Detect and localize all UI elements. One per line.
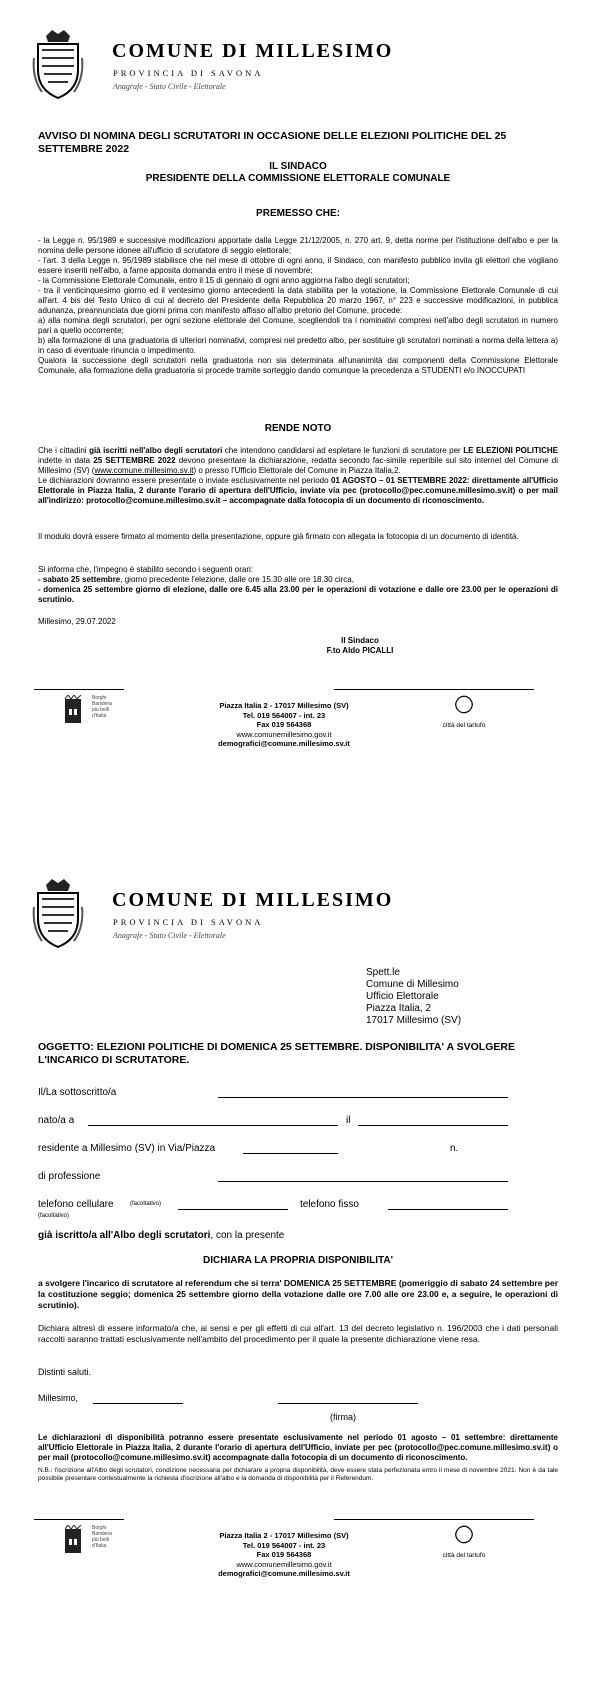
logo-text-line: Bandiera (92, 1531, 113, 1537)
footer (34, 1515, 564, 1587)
rende-text: indette in data (38, 456, 94, 465)
logo-text-line: d'Italia (92, 713, 107, 719)
rende-text: Le dichiarazioni dovranno essere presentate o inviate esclusivamente nel periodo (38, 476, 331, 485)
recipient-address (366, 967, 566, 1027)
field-label: il (346, 1115, 351, 1126)
saluti: Distinti saluti. (38, 1367, 92, 1377)
logo-text-line: più belli (92, 707, 109, 713)
field-row-residence (38, 1143, 558, 1157)
premesso-line: - tra il venticinquesimo giorno ed il ventesimo giorno antecedenti la data stabilita per la votazione, la Commissione Elettorale Comunale di cui all'art. 4 bis del Testo Unico di cui al decreto del Presidente della Repubblica 20 marzo 1967, n° 223 e successive modificazioni, in pubblica adunanza, preannunciata due giorni prima con manifesto affisso all'albo pretorio del Comune, procede: (38, 286, 558, 315)
mayor-signature (300, 636, 420, 656)
rende-period (38, 476, 558, 506)
rende-text: devono presentare la dichiarazione, redatta secondo fac-simile reperibile sul sito internet del Comune di Millesimo (SV) ( (38, 456, 559, 475)
page-1 (0, 0, 595, 840)
footer-logo-text (92, 1525, 112, 1549)
premesso-line: Qualora la successione degli scrutatori nella graduatoria non sia determinata all'unanimità dai componenti della Commissione Elettorale Comunale, alla formazione della graduatoria si procede tramite sorteggio dando comunque la precedenza a STUDENTI e/o INOCCUPATI (38, 356, 558, 375)
header-title: COMUNE DI MILLESIMO (112, 40, 394, 62)
dichiara-heading: DICHIARA LA PROPRIA DISPONIBILITA' (203, 1255, 393, 1266)
letterhead (32, 877, 572, 957)
mobile-field[interactable] (178, 1199, 288, 1210)
rende-noto-heading: RENDE NOTO (264, 423, 332, 434)
crest-icon (32, 28, 84, 102)
footer-fax: Fax 019 564368 (256, 1550, 312, 1559)
impegno-day: - domenica 25 settembre (38, 585, 134, 594)
footer-divider (334, 1519, 534, 1520)
premesso-line: - la Legge n. 95/1989 e successive modificazioni apportate dalla Legge 21/12/2005, n. 270 art. 9, detta norme per l'istituzione dell'albo e per la nomina delle persone idonee all'ufficio di scrutatore di seggio elettorale; (38, 236, 558, 255)
rende-text: LE ELEZIONI POLITICHE (463, 446, 559, 455)
field-label: telefono cellulare (38, 1199, 114, 1210)
impegno-paragraph (38, 565, 558, 605)
crest-icon (32, 877, 84, 951)
field-row-name (38, 1087, 558, 1101)
rende-text: 25 SETTEMBRE 2022 (93, 456, 176, 465)
city-label: città del tartufo (442, 1552, 486, 1559)
field-label: residente a Millesimo (SV) in Via/Piazza (38, 1143, 216, 1154)
place-date: Millesimo, 29.07.2022 (38, 617, 116, 626)
truffle-icon (453, 1525, 475, 1545)
recipient-line: Ufficio Elettorale (366, 991, 439, 1002)
footer-divider (334, 689, 534, 690)
header-department: Anagrafe - Stato Civile - Elettorale (113, 931, 226, 940)
header-department: Anagrafe - Stato Civile - Elettorale (113, 82, 226, 91)
header-province: PROVINCIA DI SAVONA (113, 68, 264, 78)
signature-name: F.to Aldo PICALLI (326, 646, 394, 655)
premesso-line: - la Commissione Elettorale Comunale, entro il 15 di gennaio di ogni anno aggiorna l'albo degli scrutatori; (38, 276, 410, 285)
premesso-line: b) alla formazione di una graduatoria di ulteriori nominativi, compresi nel predetto albo, per sostituire gli scrutatori nominati a norma della lettera a) in caso di eventuale rinuncia o impedimento. (38, 336, 558, 355)
firma-label: (firma) (330, 1412, 356, 1422)
field-row-profession (38, 1171, 558, 1185)
footer-divider (34, 689, 124, 690)
borghi-logo-icon (64, 695, 82, 725)
field-label: Millesimo, (38, 1393, 79, 1403)
rende-text: già iscritti nell'albo degli scrutatori (89, 446, 223, 455)
date-field[interactable] (93, 1393, 183, 1404)
footer-web[interactable]: www.comunemillesimo.gov.it (236, 729, 332, 739)
rende-noto-paragraph (38, 446, 558, 506)
page-2 (0, 845, 595, 1689)
birthplace-field[interactable] (88, 1115, 338, 1126)
impegno-day: - sabato 25 settembre (38, 575, 121, 584)
footer-address-line: Piazza Italia 2 - 17017 Millesimo (SV) (219, 701, 349, 710)
signature-title: Il Sindaco (341, 636, 379, 645)
availability-text: a svolgere l'incarico di scrutatore al referendum che si terra' DOMENICA 25 SETTEMBRE (pomeriggio di sabato 24 settembre per la costituzione seggio; domenica 25 settembre giorno della votazione dalle ore 7.00 alle ore 23.00 e, a seguire, le operazioni di scrutinio). (38, 1278, 559, 1310)
profession-field[interactable] (218, 1171, 508, 1182)
logo-text-line: Bandiera (92, 701, 113, 707)
rende-text: ) o presso l'Ufficio Elettorale del Comune in Piazza Italia,2. (193, 466, 401, 475)
truffle-icon (453, 695, 475, 715)
impegno-saturday (38, 575, 558, 585)
rende-text: che intendono candidarsi ad espletare le funzioni di scrutatore per (222, 446, 464, 455)
footer-divider (34, 1519, 124, 1520)
recipient-line: Comune di Millesimo (366, 979, 459, 990)
borghi-logo-icon (64, 1525, 82, 1555)
footer-email[interactable]: demografici@comune.millesimo.sv.it (218, 739, 350, 748)
field-row-phone (38, 1199, 558, 1213)
mayor-heading-line2: PRESIDENTE DELLA COMMISSIONE ELETTORALE COMUNALE (145, 173, 451, 184)
street-field[interactable] (243, 1143, 338, 1154)
albo-text: , con la presente (210, 1230, 285, 1241)
landline-field[interactable] (388, 1199, 508, 1210)
field-row-optional (38, 1213, 558, 1227)
recipient-line: 17017 Millesimo (SV) (366, 1015, 462, 1026)
logo-text-line: d'Italia (92, 1543, 107, 1549)
footer-tel: Tel. 019 564007 - int. 23 (242, 1540, 326, 1550)
field-label: di professione (38, 1171, 101, 1182)
optional-note: (facoltativo) (130, 1201, 162, 1207)
nb-note: N.B.: l'iscrizione all'Albo degli scrutatori, condizione necessaria per dichiarare a propria disponibilità, deve essere stata perfezionata entro il mese di novembre 2021. Non è da tale possibile presentare contestualmente la richiesta d'iscrizione all'albo e la domanda di disponibilità per il Referendum. (38, 1467, 558, 1482)
modulo-paragraph: Il modulo dovrà essere firmato al momento della presentazione, oppure già firmato con allegata la fotocopia di un documento di identità. (38, 532, 519, 541)
birthdate-field[interactable] (358, 1115, 508, 1126)
recipient-line: Piazza Italia, 2 (366, 1003, 432, 1014)
albo-text: già iscritto/a all'Albo degli scrutatori (38, 1230, 211, 1241)
signature-row (38, 1393, 558, 1407)
mayor-heading-line1: IL SINDACO (269, 161, 327, 172)
city-logo (429, 1525, 499, 1559)
city-logo (429, 695, 499, 729)
footer-address (184, 1531, 384, 1579)
logo-text-line: Borghi (92, 695, 107, 701)
field-label: Il/La sottoscritto/a (38, 1087, 117, 1098)
final-note: Le dichiarazioni di disponibilità potranno essere presentate esclusivamente nel periodo 01 agosto – 01 settembre: direttamente all'Ufficio Elettorale in Piazza Italia, 2 durante l'orario di apertura dell'Ufficio, inviate per pec (protocollo@pec.comune.millesimo.sv.it) o per mail (protocollo@comune.millesimo.sv.it) accompagnate dalla fotocopia di un documento di riconoscimento. (38, 1433, 558, 1462)
premesso-line: - l'art. 3 della Legge n. 95/1989 stabilisce che nel mese di ottobre di ogni anno, il Sindaco, con manifesto pubblico invita gli elettori che vogliano essere inseriti nell'albo, a farne apposita domanda entro il mese di novembre; (38, 256, 558, 275)
name-field[interactable] (218, 1087, 508, 1098)
impegno-text: , giorno precedente l'elezione, dalle ore 15.30 alle ore 18.30 circa, (120, 575, 354, 584)
footer-address-line: Piazza Italia 2 - 17017 Millesimo (SV) (219, 1531, 349, 1540)
footer-address (184, 701, 384, 749)
subject: OGGETTO: ELEZIONI POLITICHE DI DOMENICA 25 SETTEMBRE. DISPONIBILITA' A SVOLGERE L'INCARICO DI SCRUTATORE. (38, 1041, 515, 1066)
rende-text: Che i cittadini (38, 446, 90, 455)
notice-title: AVVISO DI NOMINA DEGLI SCRUTATORI IN OCCASIONE DELLE ELEZIONI POLITICHE DEL 25 SETTEMBRE 2022 (38, 130, 507, 155)
impegno-text: giorno di elezione, dalle ore 6.45 alla 23.00 per le operazioni di votazione e dalle ore 23.00 per le operazioni di scrutinio. (38, 585, 558, 604)
header-title: COMUNE DI MILLESIMO (112, 889, 394, 911)
field-row-birth (38, 1115, 558, 1129)
field-label: nato/a a (38, 1115, 75, 1126)
footer-email[interactable]: demografici@comune.millesimo.sv.it (218, 1569, 350, 1578)
logo-text-line: Borghi (92, 1525, 107, 1531)
footer-tel: Tel. 019 564007 - int. 23 (242, 710, 326, 720)
footer (34, 685, 564, 757)
premesso-body (38, 236, 558, 376)
header-province: PROVINCIA DI SAVONA (113, 917, 264, 927)
privacy-text: Dichiara altresì di essere informato/a che, ai sensi e per gli effetti di cui all'art. 13 del decreto legislativo n. 196/2003 che i dati personali raccolti saranno trattati esclusivamente nell'ambito del procedimento per il quale la presente dichiarazione viene resa. (38, 1323, 558, 1344)
field-label: n. (450, 1143, 459, 1154)
optional-note: (facoltativo) (38, 1213, 70, 1219)
footer-logo-text (92, 695, 112, 719)
signature-field[interactable] (278, 1393, 418, 1404)
field-label: telefono fisso (300, 1199, 359, 1210)
field-row-albo (38, 1230, 558, 1244)
premesso-line: a) alla nomina degli scrutatori, per ogni sezione elettorale del Comune, scegliendoli tra i nominativi compresi nell'albo degli scrutatori in numero pari a quello occorrente; (38, 316, 558, 335)
mayor-heading (38, 161, 558, 185)
impegno-intro: Si informa che, l'impegno è stabilito secondo i seguenti orari: (38, 565, 253, 574)
website-link[interactable]: www.comune.millesimo.sv.it (94, 466, 194, 475)
recipient-line: Spett.le (366, 967, 400, 978)
impegno-sunday (38, 585, 558, 605)
logo-text-line: più belli (92, 1537, 109, 1543)
footer-fax: Fax 019 564368 (256, 720, 312, 729)
letterhead (32, 28, 572, 108)
rende-text: 01 AGOSTO – 01 SETTEMBRE 2022: direttamente all'Ufficio Elettorale in Piazza Italia, 2 durante l'orario di apertura dell'Ufficio, inviate via pec (protocollo@pec.comune.millesimo.sv.it) o per mail all'indirizzo: protocollo@comune.millesimo.sv.it – accompagnate dalla fotocopia di un documento di riconoscimento. (38, 476, 559, 505)
footer-web[interactable]: www.comunemillesimo.gov.it (236, 1559, 332, 1569)
premesso-heading: PREMESSO CHE: (256, 208, 340, 219)
city-label: città del tartufo (442, 722, 486, 729)
